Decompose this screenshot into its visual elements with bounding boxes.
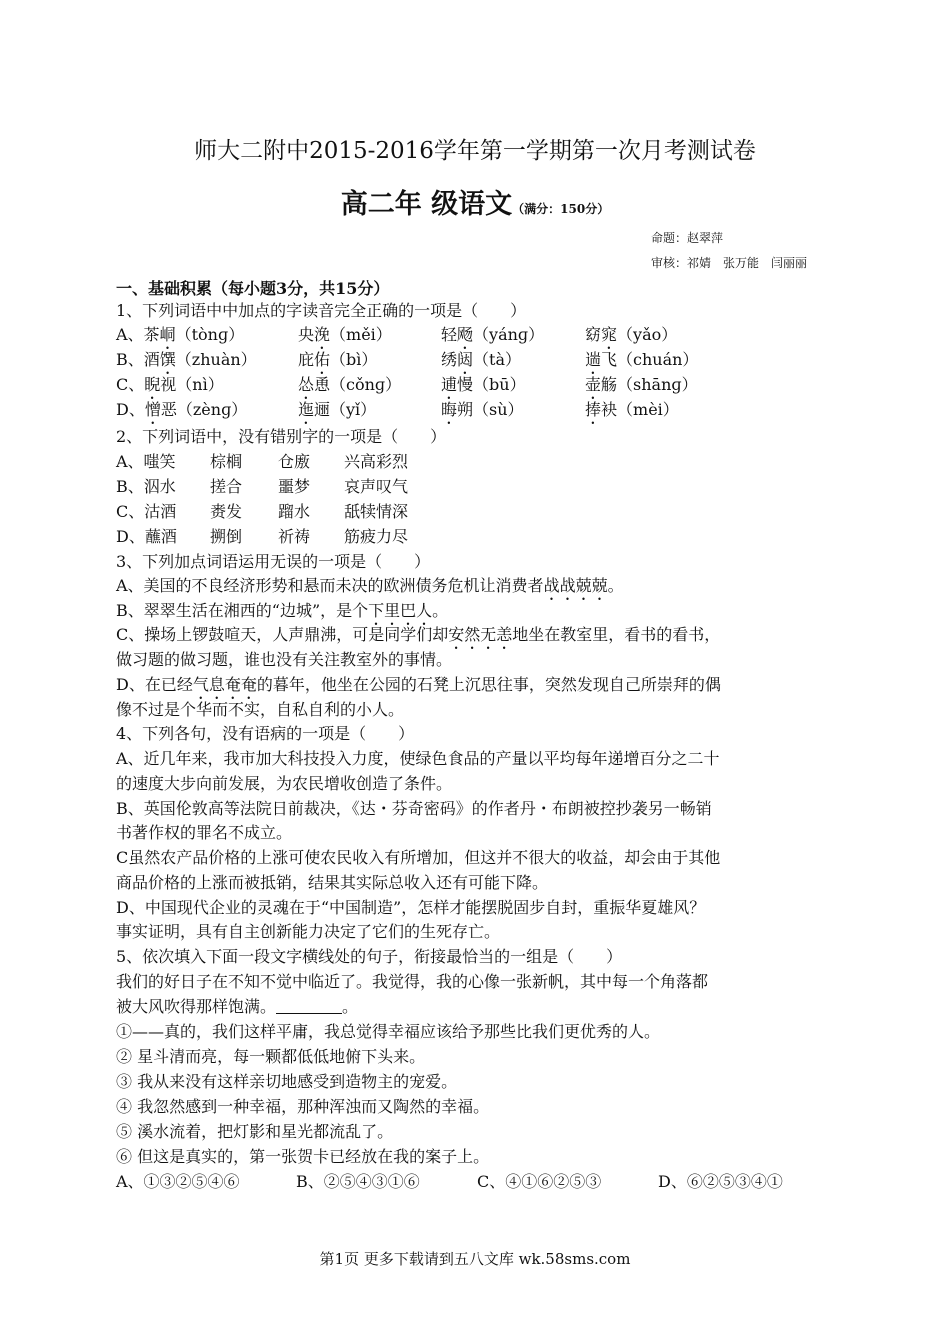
q1-option-c: C、睨视（nì） 怂恿（cǒnɡ） 逋慢（bū） 壶觞（shānɡ） (116, 375, 698, 394)
q5-item: ② 星斗清而亮，每一颗都低低地俯下头来。 (116, 1047, 426, 1066)
q2-option-c: C、沽酒 赉发 蹓水 舐犊情深 (116, 502, 409, 521)
q4-line: C虽然农产品价格的上涨可使农民收入有所增加，但这并不很大的收益，却会由于其他 (116, 848, 721, 867)
page-footer: 第1页 更多下载请到五八文库 wk.58sms.com (319, 1250, 631, 1268)
q4-line: 事实证明，具有自主创新能力决定了它们的生死存亡。 (116, 922, 501, 941)
q4-line: 商品价格的上涨而被抵销，结果其实际总收入还有可能下降。 (116, 873, 549, 892)
q5-options (0, 1172, 950, 1194)
q3-option-d-line1: D、在已经气息奄奄的暮年，他坐在公园的石凳上沉思往事，突然发现自己所崇拜的偶 (116, 675, 721, 694)
q5-option: D、⑥②⑤③④① (658, 1172, 783, 1191)
q5-passage-line2: 被大风吹得那样饱满。 。 (116, 997, 359, 1016)
q4-line: D、中国现代企业的灵魂在于“中国制造”，怎样才能摆脱固步自封，重振华夏雄风？ (116, 898, 706, 917)
q5-stem: 5、依次填入下面一段文字横线处的句子，衔接最恰当的一组是（ ） (116, 947, 623, 966)
q3-stem: 3、下列加点词语运用无误的一项是（ ） (116, 552, 431, 571)
q3-option-c-line1: C、操场上锣鼓喧天，人声鼎沸，可是同学们却安然无恙地坐在教室里，看书的看书， (116, 625, 721, 644)
exam-subtitle (0, 182, 950, 221)
q5-option: A、①③②⑤④⑥ (116, 1172, 240, 1191)
q5-option: B、②⑤④③①⑥ (296, 1172, 420, 1191)
q1-option-a: A、茶峒（tònɡ） 央浼（měi） 轻飏（yánɡ） 窈窕（yǎo） (116, 325, 678, 344)
q5-item: ①——真的，我们这样平庸，我总觉得幸福应该给予那些比我们更优秀的人。 (116, 1022, 661, 1041)
q4-line: B、英国伦敦高等法院日前裁决，《达・芬奇密码》的作者丹・布朗被控抄袭另一畅销 (116, 799, 712, 818)
exam-title: 师大二附中2015-2016学年第一学期第一次月考测试卷 (194, 138, 756, 164)
section-heading: 一、基础积累（每小题3分，共15分） (116, 279, 390, 298)
q1-option-b: B、酒馔（zhuàn） 庇佑（bì） 绣闼（tà） 遄飞（chuán） (116, 350, 699, 369)
q1-option-d: D、憎恶（zènɡ） 迤逦（yǐ） 晦朔（sù） 捧袂（mèi） (116, 400, 679, 419)
q5-item: ④ 我忽然感到一种幸福，那种浑浊而又陶然的幸福。 (116, 1097, 490, 1116)
q4-stem: 4、下列各句，没有语病的一项是（ ） (116, 724, 415, 743)
q4-line: 书著作权的罪名不成立。 (116, 823, 293, 842)
answer-blank (276, 997, 342, 1014)
q2-option-d: D、蘸酒 搠倒 祈祷 筋疲力尽 (116, 527, 409, 546)
q5-passage-line1: 我们的好日子在不知不觉中临近了。我觉得，我的心像一张新帆，其中每一个角落都 (116, 972, 709, 991)
q5-item: ⑤ 溪水流着，把灯影和星光都流乱了。 (116, 1122, 394, 1141)
q5-option: C、④①⑥②⑤③ (477, 1172, 602, 1191)
q3-option-d-line2: 像不过是个华而不实，自私自利的小人。 (116, 700, 405, 719)
author-line: 命题：赵翠萍 (651, 231, 724, 245)
q3-option-c-line2: 做习题的做习题，谁也没有关注教室外的事情。 (116, 650, 453, 669)
score-note: （满分：150分） (512, 202, 610, 216)
q2-stem: 2、下列词语中，没有错别字的一项是（ ） (116, 427, 447, 446)
reviewer-line: 审核：祁婧 张万能 闫丽丽 (651, 256, 808, 270)
q2-option-b: B、泅水 搓合 噩梦 哀声叹气 (116, 477, 409, 496)
q5-item: ③ 我从来没有这样亲切地感受到造物主的宠爱。 (116, 1072, 458, 1091)
q3-option-b: B、翠翠生活在湘西的“边城”，是个下里巴人。 (116, 601, 449, 620)
q3-option-a: A、美国的不良经济形势和悬而未决的欧洲债务危机让消费者战战兢兢。 (116, 576, 624, 595)
subject-label: 高二年 级语文 (340, 189, 513, 220)
q4-line: 的速度大步向前发展，为农民增收创造了条件。 (116, 774, 453, 793)
q2-option-a: A、嗤笑 棕榈 仓廒 兴高彩烈 (116, 452, 409, 471)
q5-item: ⑥ 但这是真实的，第一张贺卡已经放在我的案子上。 (116, 1147, 490, 1166)
q4-line: A、近几年来，我市加大科技投入力度，使绿色食品的产量以平均每年递增百分之二十 (116, 749, 720, 768)
q1-stem: 1、下列词语中中加点的字读音完全正确的一项是（ ） (116, 301, 527, 320)
